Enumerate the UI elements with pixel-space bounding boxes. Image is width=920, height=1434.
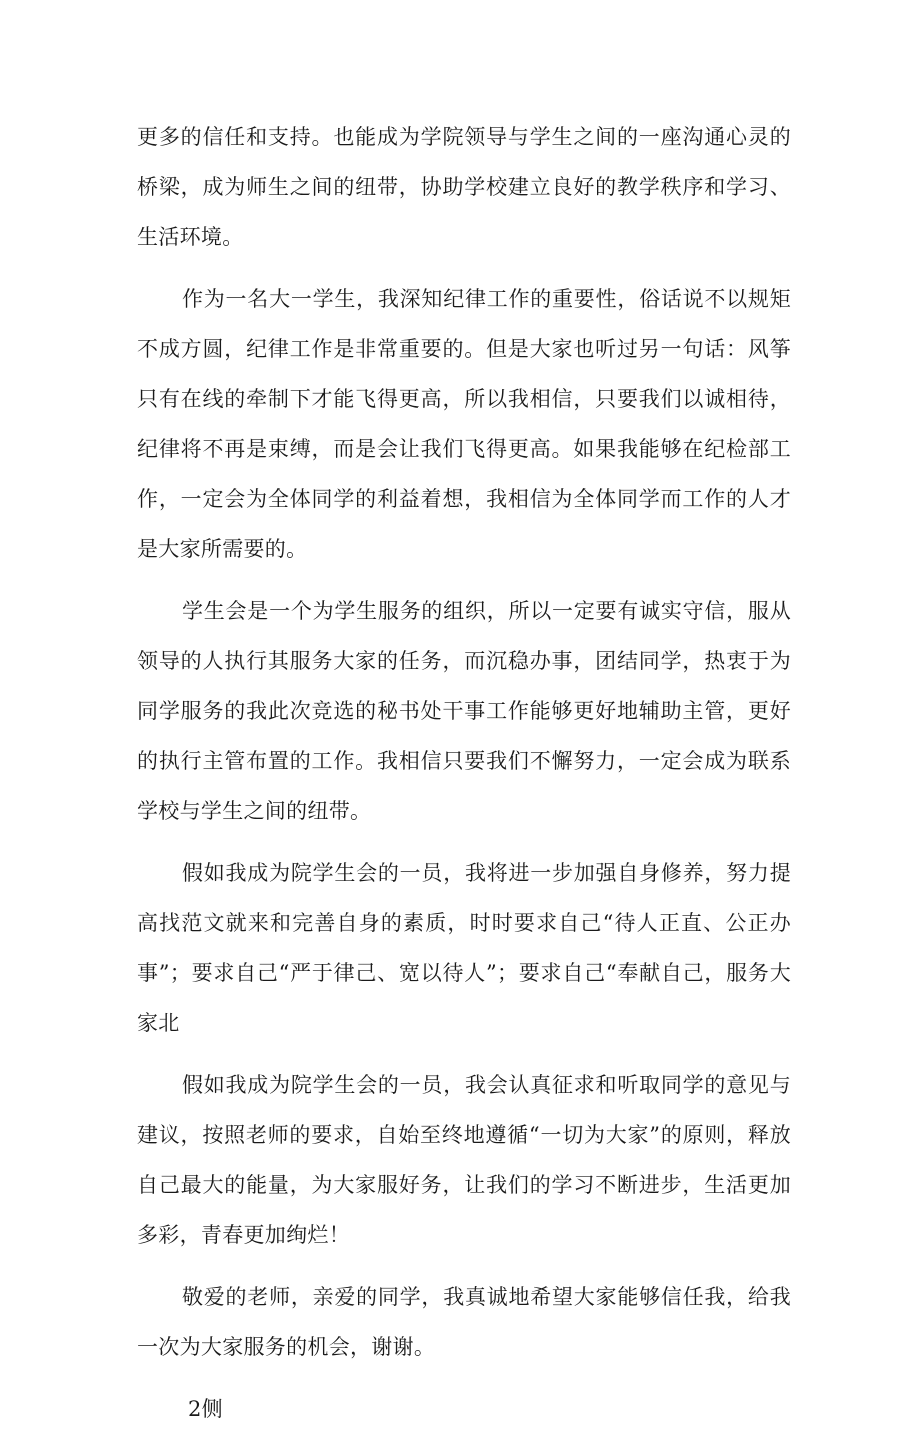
paragraph-1: 更多的信任和支持。也能成为学院领导与学生之间的一座沟通心灵的桥梁，成为师生之间的纽带，协助学校建立良好的教学秩序和学习、生活环境。 bbox=[137, 125, 791, 249]
paragraph-3: 学生会是一个为学生服务的组织，所以一定要有诚实守信，服从领导的人执行其服务大家的任务，而沉稳办事，团结同学，热衷于为同学服务的我此次竞选的秘书处干事工作能够更好地辅助主管，更好的执行主管布置的工作。我相信只要我们不懈努力，一定会成为联系学校与学生之间的纽带。 bbox=[137, 599, 791, 823]
paragraph-4: 假如我成为院学生会的一员，我将进一步加强自身修养，努力提高找范文就来和完善自身的素质，时时要求自己“待人正直、公正办事”；要求自己“严于律己、宽以待人”；要求自己“奉献自己，服务大家北 bbox=[137, 861, 791, 1035]
paragraph-5: 假如我成为院学生会的一员，我会认真征求和听取同学的意见与建议，按照老师的要求，自始至终地遵循“一切为大家”的原则，释放自己最大的能量，为大家服好务，让我们的学习不断进步，生活更加多彩，青春更加绚烂！ bbox=[137, 1073, 791, 1247]
page-number-mark: 2侧 bbox=[188, 1397, 223, 1421]
paragraph-2: 作为一名大一学生，我深知纪律工作的重要性，俗话说不以规矩不成方圆，纪律工作是非常重要的。但是大家也听过另一句话：风筝只有在线的牵制下才能飞得更高，所以我相信，只要我们以诚相待，纪律将不再是束缚，而是会让我们飞得更高。如果我能够在纪检部工作，一定会为全体同学的利益着想，我相信为全体同学而工作的人才是大家所需要的。 bbox=[137, 287, 791, 561]
paragraph-6: 敬爱的老师，亲爱的同学，我真诚地希望大家能够信任我，给我一次为大家服务的机会，谢谢。 bbox=[137, 1285, 791, 1359]
document-body bbox=[137, 112, 791, 1434]
